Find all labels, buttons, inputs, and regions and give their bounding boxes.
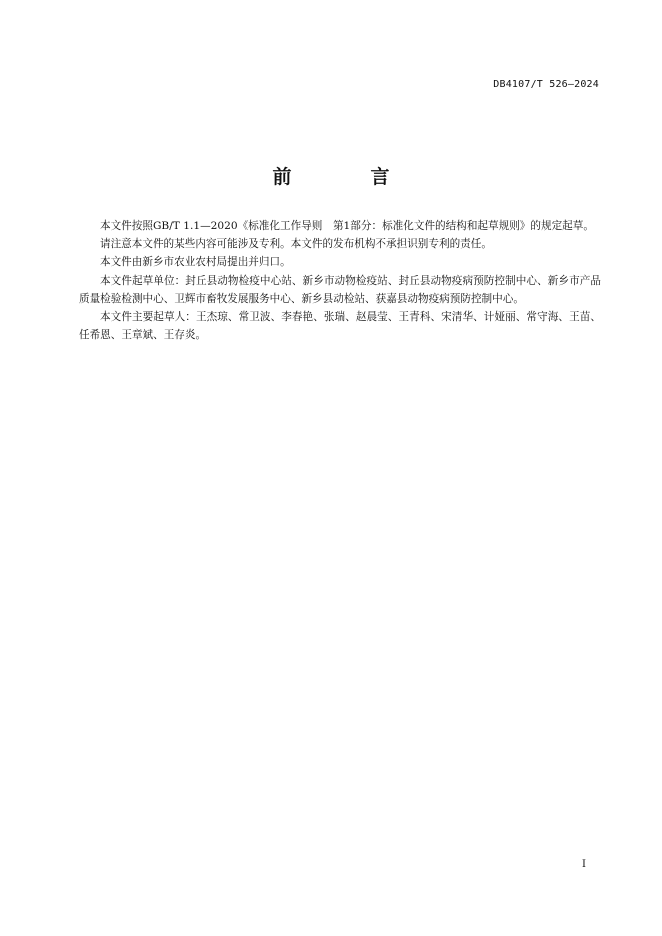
paragraph-drafting-rules: 本文件按照GB/T 1.1—2020《标准化工作导则 第1部分：标准化文件的结构和起草规则》的规定起草。	[100, 220, 594, 232]
document-code: DB4107/T 526—2024	[493, 79, 599, 90]
paragraph-main-drafters: 本文件主要起草人：王杰琼、常卫波、李春艳、张瑞、赵晨莹、王青科、宋清华、计娅丽、常守海、王苗、任希恩、王章斌、王存炎。	[79, 311, 601, 342]
document-body	[79, 217, 601, 344]
paragraph-patent-notice: 请注意本文件的某些内容可能涉及专利。本文件的发布机构不承担识别专利的责任。	[100, 238, 492, 251]
page-number: I	[582, 859, 586, 870]
paragraph-proposer: 本文件由新乡市农业农村局提出并归口。	[100, 256, 291, 269]
paragraph-drafting-units: 本文件起草单位：封丘县动物检疫中心站、新乡市动物检疫站、封丘县动物疫病预防控制中心、新乡市产品质量检验检测中心、卫辉市畜牧发展服务中心、新乡县动检站、获嘉县动物疫病预防控制中心。	[79, 274, 601, 305]
page-title: 前 言	[272, 166, 420, 188]
